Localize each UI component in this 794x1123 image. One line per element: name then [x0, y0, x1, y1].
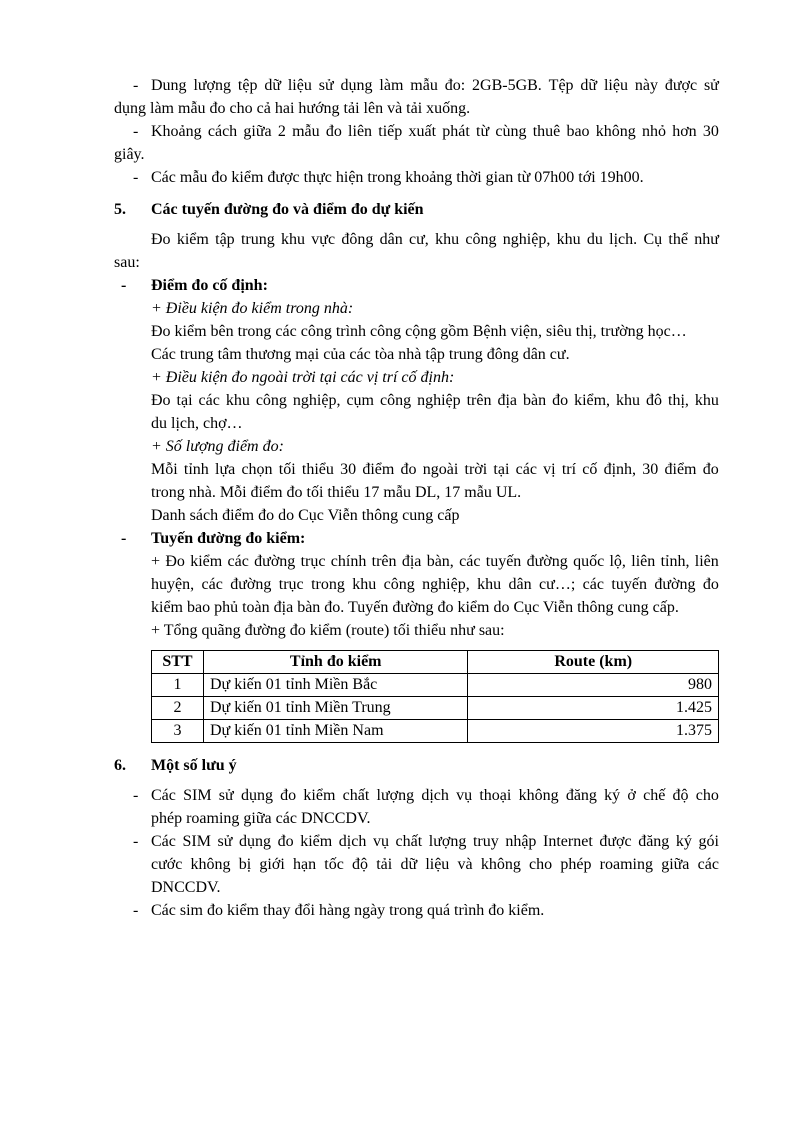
section-number: 5. [114, 201, 126, 218]
word: kiểm [300, 833, 333, 850]
word: đường [654, 576, 696, 593]
word: tối [278, 461, 296, 478]
word: + [151, 553, 161, 570]
word: trên [371, 553, 397, 570]
word: đăng [638, 833, 670, 850]
word: tệp [237, 77, 258, 94]
word: gói [698, 833, 719, 850]
word: các [198, 392, 220, 409]
word: nhập [505, 833, 537, 850]
word: trời [464, 461, 488, 478]
word: Đo [151, 392, 171, 409]
route-cell: 1.425 [468, 697, 719, 720]
word: mẫu [410, 77, 438, 94]
word: được [599, 833, 632, 850]
word: thể [668, 231, 688, 248]
word: khu [435, 231, 460, 248]
paragraph-line [151, 390, 719, 412]
word: các [582, 576, 604, 593]
word: dịch [421, 787, 449, 804]
word: chất [395, 833, 423, 850]
condition-label: + Điều kiện đo kiểm trong nhà: [151, 300, 354, 317]
word: chất [342, 787, 370, 804]
word: lượng [376, 787, 415, 804]
word: kiểm, [574, 392, 611, 409]
word: đường [230, 576, 272, 593]
word: không [480, 856, 521, 873]
word: bàn [522, 392, 547, 409]
word: đo [702, 461, 719, 478]
word: đo [552, 392, 569, 409]
stt-cell: 3 [152, 720, 204, 743]
word: từ [476, 123, 490, 140]
word: dụng [340, 77, 373, 94]
route-table [151, 650, 719, 743]
word: chọn [241, 461, 273, 478]
word: không [595, 123, 636, 140]
word: đô [646, 392, 663, 409]
word: dân [508, 576, 532, 593]
word: thoại [479, 787, 512, 804]
word: quốc [573, 553, 605, 570]
word: lộ, [609, 553, 626, 570]
word: khu [477, 576, 502, 593]
word: độ [672, 787, 689, 804]
word: dụng [239, 833, 272, 850]
word: bị [238, 856, 252, 873]
word: sử [218, 787, 234, 804]
word: ký [604, 787, 621, 804]
word: kiểm [303, 787, 336, 804]
word: các [227, 553, 249, 570]
header-cell-route: Route (km) [468, 651, 719, 674]
word: vực [311, 231, 336, 248]
stt-cell: 1 [152, 674, 204, 697]
word: nhỏ [642, 123, 666, 140]
paragraph-line [151, 854, 719, 876]
word: 2GB-5GB. [472, 77, 542, 94]
word: xuất [408, 123, 437, 140]
word: công [465, 231, 497, 248]
word: tiếp [378, 123, 403, 140]
word: điểm [362, 461, 395, 478]
bullet-marker: - [121, 530, 127, 547]
word: Các [151, 787, 176, 804]
word: đông [341, 231, 374, 248]
word: định, [603, 461, 637, 478]
word: cụm [346, 392, 374, 409]
paragraph-line: trong nhà. Mỗi điểm đo tối thiểu 17 mẫu DL, 17 mẫu UL. [151, 484, 522, 501]
paragraph-line: sau: [114, 254, 140, 271]
word: đường [526, 553, 568, 570]
subheading: Điểm đo cố định: [151, 277, 268, 294]
word: khu [225, 392, 250, 409]
paragraph-line [151, 75, 719, 97]
word: thiểu [301, 461, 334, 478]
header-cell-stt: STT [152, 651, 204, 674]
word: đo [280, 787, 297, 804]
word: hơn [672, 123, 697, 140]
word: du [586, 231, 603, 248]
word: Khoảng [151, 123, 202, 140]
word: Đo [165, 553, 185, 570]
word: SIM [183, 787, 212, 804]
word: vụ [456, 787, 473, 804]
stt-cell: 2 [152, 697, 204, 720]
word: thuê [532, 123, 561, 140]
word: roaming [599, 856, 653, 873]
word: sử [318, 77, 334, 94]
word: trên [466, 392, 492, 409]
word: trục [300, 553, 326, 570]
word: huyện, [151, 576, 195, 593]
paragraph-line: DNCCDV. [151, 879, 221, 896]
paragraph-line: phép roaming giữa các DNCCDV. [151, 810, 371, 827]
word: chính [330, 553, 367, 570]
word: khu [616, 392, 641, 409]
word: 30 [340, 461, 357, 478]
word: kiểm [190, 553, 223, 570]
word: dân [379, 231, 403, 248]
bullet-marker: - [133, 169, 139, 186]
paragraph-line [151, 831, 719, 853]
word: tỉnh [183, 461, 209, 478]
word: Đo [151, 231, 171, 248]
word: giữa [661, 856, 690, 873]
word: địa [401, 553, 422, 570]
word: cư, [409, 231, 429, 248]
word: Cụ [643, 231, 663, 248]
word: ở [627, 787, 636, 804]
paragraph-line: dụng làm mẫu đo cho cả hai hướng tải lên và tải xuống. [114, 100, 471, 117]
word: ký [675, 833, 692, 850]
word: 30 [642, 461, 659, 478]
word: cước [151, 856, 183, 873]
paragraph-line [151, 121, 719, 143]
word: liên [631, 553, 656, 570]
word: công [379, 392, 412, 409]
word: liệu [287, 77, 312, 94]
word: lựa [215, 461, 236, 478]
word: điểm [664, 461, 697, 478]
word: phép [560, 856, 592, 873]
word: lịch. [609, 231, 638, 248]
section-title: Một số lưu ý [151, 757, 237, 774]
table-row [152, 720, 719, 743]
paragraph-line: Các sim đo kiểm thay đổi hàng ngày trong quá trình đo kiểm. [151, 902, 545, 919]
word: bàn, [426, 553, 454, 570]
province-cell: Dự kiến 01 tỉnh Miền Trung [203, 697, 467, 720]
word: làm [379, 77, 404, 94]
bullet-marker: - [133, 77, 139, 94]
word: sử [703, 77, 719, 94]
province-cell: Dự kiến 01 tỉnh Miền Bắc [203, 674, 467, 697]
word: tại [493, 461, 510, 478]
word: liên [694, 553, 719, 570]
word: dụng [240, 787, 273, 804]
word: Dung [151, 77, 187, 94]
word: dữ [400, 856, 418, 873]
paragraph-line: Đo kiểm bên trong các công trình công cộng gồm Bệnh viện, siêu thị, trường học… [151, 323, 687, 340]
paragraph-line: kiểm bao phủ toàn địa bàn đo. Tuyến đường đo kiểm do Cục Viễn thông cung cấp. [151, 599, 679, 616]
word: liệu [603, 77, 628, 94]
province-cell: Dự kiến 01 tỉnh Miền Nam [203, 720, 467, 743]
word: hạn [292, 856, 317, 873]
paragraph-line [151, 785, 719, 807]
paragraph-line [151, 459, 719, 481]
word: Tệp [548, 77, 574, 94]
word: dịch [338, 833, 367, 850]
word: cho [695, 787, 719, 804]
word: nghiệp, [292, 392, 341, 409]
word: không [190, 856, 231, 873]
word: trục [278, 576, 304, 593]
word: liên [348, 123, 373, 140]
word: khu [281, 231, 306, 248]
bullet-marker: - [133, 833, 139, 850]
bullet-marker: - [133, 123, 139, 140]
word: sử [217, 833, 233, 850]
word: đường [254, 553, 296, 570]
word: Mỗi [151, 461, 178, 478]
paragraph-line: du lịch, chợ… [151, 415, 243, 432]
paragraph-line: giây. [114, 146, 145, 163]
word: được [664, 77, 698, 94]
word: chế [643, 787, 666, 804]
word: và [457, 856, 473, 873]
word: tuyến [485, 553, 522, 570]
word: khu [694, 392, 719, 409]
word: lượng [193, 77, 232, 94]
word: kiểm [176, 231, 209, 248]
word: công [383, 576, 415, 593]
word: các [697, 856, 719, 873]
word: không [518, 787, 559, 804]
paragraph-line: Các mẫu đo kiểm được thực hiện trong khoảng thời gian từ 07h00 tới 19h00. [151, 169, 644, 186]
word: mẫu [292, 123, 320, 140]
word: SIM [182, 833, 211, 850]
word: giới [259, 856, 285, 873]
word: cố [582, 461, 598, 478]
word: vụ [372, 833, 389, 850]
word: dữ [264, 77, 281, 94]
word: tuyến [611, 576, 647, 593]
word: các [459, 553, 481, 570]
word: tốc [324, 856, 344, 873]
word: độ [352, 856, 369, 873]
word: bao [566, 123, 590, 140]
word: vị [543, 461, 556, 478]
bullet-marker: - [121, 277, 127, 294]
word: trong [311, 576, 345, 593]
route-cell: 1.375 [468, 720, 719, 743]
word: đo [325, 123, 342, 140]
word: như [694, 231, 719, 248]
word: công [255, 392, 287, 409]
condition-label: + Điều kiện đo ngoài trời tại các vị trí cố định: [151, 369, 455, 386]
paragraph-line: Các trung tâm thương mại của các tòa nhà tập trung đông dân cư. [151, 346, 570, 363]
paragraph-line [151, 229, 719, 251]
paragraph-line: Danh sách điểm đo do Cục Viễn thông cung cấp [151, 507, 460, 524]
word: tại [176, 392, 193, 409]
word: cho [529, 856, 553, 873]
word: tải [376, 856, 393, 873]
subheading: Tuyến đường đo kiểm: [151, 530, 306, 547]
table-row [152, 674, 719, 697]
word: tỉnh, [660, 553, 690, 570]
section-number: 6. [114, 757, 126, 774]
word: đăng [565, 787, 597, 804]
word: truy [472, 833, 499, 850]
word: trí [561, 461, 577, 478]
word: các [515, 461, 537, 478]
word: Các [151, 833, 176, 850]
bullet-marker: - [133, 902, 139, 919]
word: phát [442, 123, 470, 140]
word: nghiệp, [502, 231, 551, 248]
word: đo [277, 833, 294, 850]
word: đo [702, 576, 719, 593]
word: các [201, 576, 223, 593]
word: đo: [444, 77, 466, 94]
section-title: Các tuyến đường đo và điểm đo dự kiến [151, 201, 424, 218]
word: giữa [243, 123, 272, 140]
word: trung [240, 231, 275, 248]
bullet-marker: - [133, 787, 139, 804]
word: ngoài [422, 461, 459, 478]
word: nghiệp, [422, 576, 470, 593]
paragraph-line [151, 574, 719, 596]
word: khu [352, 576, 377, 593]
word: cư…; [539, 576, 576, 593]
word: Internet [543, 833, 593, 850]
word: lượng [428, 833, 467, 850]
paragraph-line [151, 551, 719, 573]
word: này [634, 77, 658, 94]
paragraph-line: + Tổng quãng đường đo kiểm (route) tối thiểu như sau: [151, 622, 505, 639]
header-cell-province: Tỉnh đo kiểm [203, 651, 467, 674]
table-row [152, 697, 719, 720]
word: liệu [425, 856, 450, 873]
word: thị, [668, 392, 689, 409]
condition-label: + Số lượng điểm đo: [151, 438, 284, 455]
word: 2 [277, 123, 286, 140]
word: 30 [702, 123, 719, 140]
word: cách [207, 123, 238, 140]
word: cùng [495, 123, 527, 140]
route-cell: 980 [468, 674, 719, 697]
word: dữ [580, 77, 598, 94]
word: địa [497, 392, 517, 409]
table-header-row [152, 651, 719, 674]
word: tập [215, 231, 235, 248]
word: khu [556, 231, 581, 248]
word: đo [400, 461, 417, 478]
word: nghiệp [417, 392, 461, 409]
